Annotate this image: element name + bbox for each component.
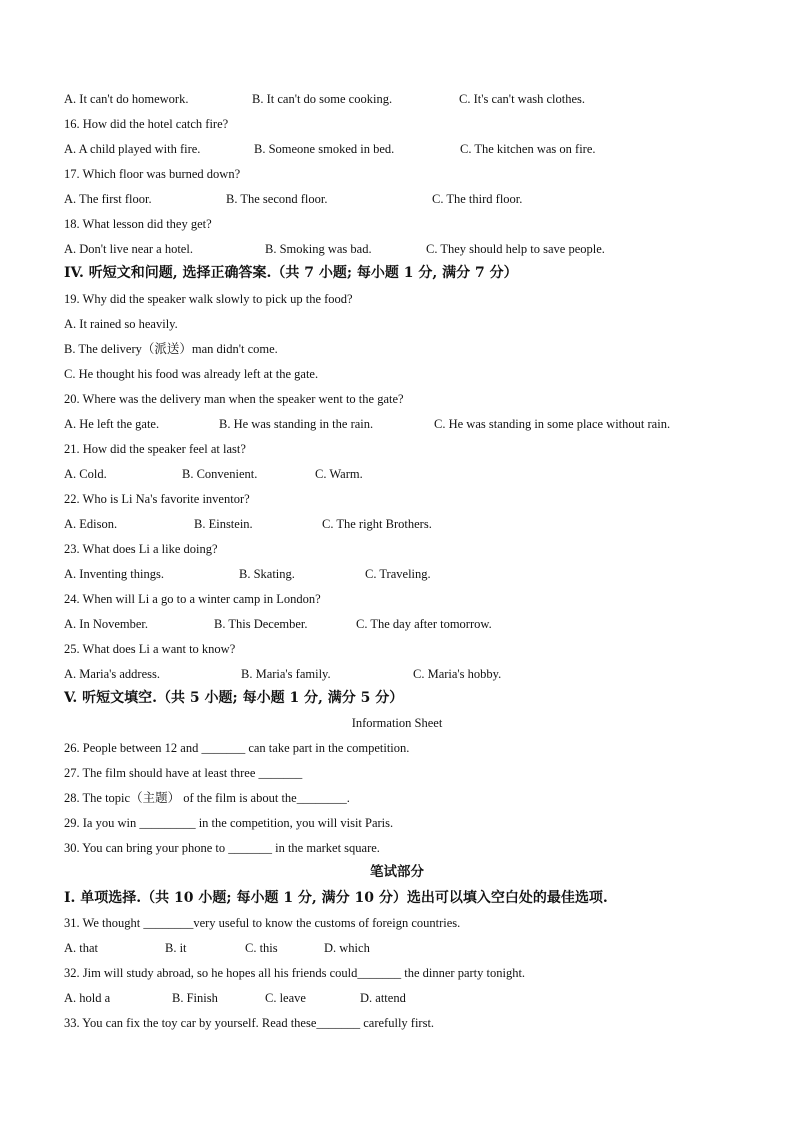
- option-b: B. This December.: [214, 617, 308, 631]
- option-a: A. He left the gate.: [64, 417, 160, 431]
- option-a: A. In November.: [64, 617, 149, 631]
- option-d: D. attend: [360, 991, 406, 1005]
- option-b: B. Finish: [172, 991, 218, 1005]
- option-a: A. that: [64, 941, 99, 955]
- information-sheet-title: Information Sheet: [351, 716, 443, 730]
- option-a: A. Cold.: [64, 467, 107, 481]
- option-c: C. The right Brothers.: [322, 517, 432, 531]
- option-a: A. Don't live near a hotel.: [64, 242, 193, 256]
- option-b: B. The second floor.: [226, 192, 328, 206]
- option-c: C. The day after tomorrow.: [356, 617, 492, 631]
- q19-option-a: A. It rained so heavily.: [64, 317, 178, 331]
- question-28: 28. The topic（主题） of the film is about the________.: [64, 791, 350, 805]
- q19-option-c: C. He thought his food was already left at the gate.: [64, 367, 319, 381]
- option-d: D. which: [324, 941, 370, 955]
- option-b: B. Someone smoked in bed.: [254, 142, 395, 156]
- section-v-heading: V. 听短文填空.（共 5 小题; 每小题 1 分, 满分 5 分）: [64, 690, 404, 706]
- option-c: C. Traveling.: [365, 567, 431, 581]
- option-b: B. It can't do some cooking.: [252, 92, 393, 106]
- question-27: 27. The film should have at least three _______: [64, 766, 303, 780]
- option-c: C. leave: [265, 991, 306, 1005]
- option-c: C. The kitchen was on fire.: [460, 142, 596, 156]
- question-18: 18. What lesson did they get?: [64, 217, 212, 231]
- question-32: 32. Jim will study abroad, so he hopes all his friends could_______ the dinner party tonight.: [64, 966, 526, 980]
- option-b: B. Einstein.: [194, 517, 253, 531]
- written-part-heading: 笔试部分: [370, 864, 424, 879]
- option-a: A. It can't do homework.: [64, 92, 189, 106]
- q19-option-b: B. The delivery（派送）man didn't come.: [64, 342, 278, 356]
- question-20: 20. Where was the delivery man when the speaker went to the gate?: [64, 392, 404, 406]
- question-23: 23. What does Li a like doing?: [64, 542, 218, 556]
- option-c: C. this: [245, 941, 278, 955]
- option-b: B. Convenient.: [182, 467, 258, 481]
- section-i-heading: I. 单项选择.（共 10 小题; 每小题 1 分, 满分 10 分）选出可以填入空白处的最佳选项.: [64, 890, 608, 906]
- option-c: C. It's can't wash clothes.: [459, 92, 586, 106]
- option-c: C. Warm.: [315, 467, 363, 481]
- question-17: 17. Which floor was burned down?: [64, 167, 241, 181]
- option-c: C. They should help to save people.: [426, 242, 605, 256]
- option-b: B. it: [165, 941, 187, 955]
- question-21: 21. How did the speaker feel at last?: [64, 442, 246, 456]
- option-a: A. hold a: [64, 991, 111, 1005]
- section-iv-heading: IV. 听短文和问题, 选择正确答案.（共 7 小题; 每小题 1 分, 满分 7 分）: [64, 265, 518, 281]
- question-29: 29. Ia you win _________ in the competition, you will visit Paris.: [64, 816, 394, 830]
- option-b: B. Smoking was bad.: [265, 242, 372, 256]
- option-c: C. He was standing in some place without rain.: [434, 417, 671, 431]
- option-a: A. A child played with fire.: [64, 142, 201, 156]
- option-a: A. Inventing things.: [64, 567, 164, 581]
- question-33: 33. You can fix the toy car by yourself. Read these_______ carefully first.: [64, 1016, 435, 1030]
- question-22: 22. Who is Li Na's favorite inventor?: [64, 492, 250, 506]
- option-b: B. He was standing in the rain.: [219, 417, 374, 431]
- question-30: 30. You can bring your phone to _______ in the market square.: [64, 841, 380, 855]
- question-26: 26. People between 12 and _______ can take part in the competition.: [64, 741, 410, 755]
- option-a: A. Maria's address.: [64, 667, 160, 681]
- question-19: 19. Why did the speaker walk slowly to pick up the food?: [64, 292, 353, 306]
- question-16: 16. How did the hotel catch fire?: [64, 117, 229, 131]
- option-a: A. The first floor.: [64, 192, 152, 206]
- option-b: B. Maria's family.: [241, 667, 331, 681]
- option-a: A. Edison.: [64, 517, 118, 531]
- option-c: C. Maria's hobby.: [413, 667, 502, 681]
- option-b: B. Skating.: [239, 567, 295, 581]
- question-31: 31. We thought ________very useful to know the customs of foreign countries.: [64, 916, 461, 930]
- question-24: 24. When will Li a go to a winter camp in London?: [64, 592, 321, 606]
- question-25: 25. What does Li a want to know?: [64, 642, 236, 656]
- option-c: C. The third floor.: [432, 192, 523, 206]
